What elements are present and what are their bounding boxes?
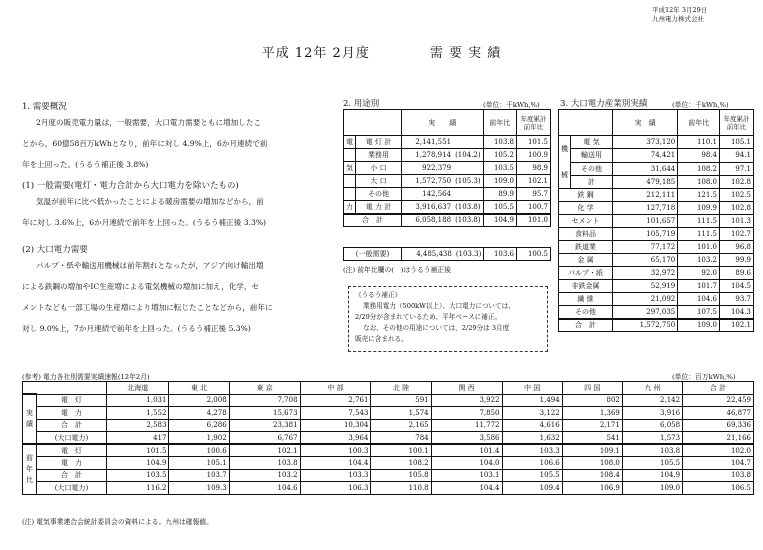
row-label: 電 灯 (37, 394, 107, 407)
row-value: 2,141,551 (402, 136, 454, 149)
row-label: その他 (356, 188, 402, 201)
cell-value: 2,008 (169, 394, 229, 407)
table-row (559, 149, 754, 162)
cell-value: 103.7 (169, 469, 229, 482)
para-line: 気温が前年に比べ低かったことによる暖房需要の増加などから，前 (36, 197, 264, 206)
company-header: 北海道 (107, 382, 169, 395)
row-cum: 102.8 (720, 175, 754, 188)
cell-value: 1,031 (107, 394, 169, 407)
reference-note: (注) 電気事業連合会統計委員会の資料による。九州は確報値。 (22, 518, 213, 526)
leap-year-note-box (348, 286, 548, 352)
row-yoy: 111.5 (678, 215, 720, 228)
group-letter: 械 (561, 171, 568, 179)
reference-unit: (単位：百万kWh,%) (672, 373, 736, 381)
cell-value: 109.3 (169, 482, 229, 495)
cell-value: 7,543 (300, 407, 371, 420)
company-header: 東 京 (229, 382, 300, 395)
row-yoy: 89.9 (483, 188, 516, 201)
row-adj: (103.3) (454, 248, 484, 261)
cell-value: 109.1 (562, 444, 622, 457)
row-label: (一般需要) (344, 248, 402, 261)
table-row (559, 241, 754, 254)
row-yoy: 103.8 (483, 136, 516, 149)
table-row (23, 482, 754, 495)
group-letter: 実 (26, 409, 33, 417)
reference-header-row (23, 382, 754, 395)
cell-value: 802 (562, 394, 622, 407)
company-header: 北 陸 (371, 382, 431, 395)
row-adj: (103.8) (453, 201, 483, 214)
results-group-label (23, 394, 37, 444)
cell-value: 3,586 (431, 432, 502, 445)
table-row (344, 201, 551, 214)
cell-value: 102.0 (683, 444, 754, 457)
cell-value: 104.4 (300, 457, 371, 470)
page-title (0, 42, 763, 61)
table-row (23, 457, 754, 470)
row-label: 電 力 計 (356, 201, 402, 214)
cell-value: 104.0 (431, 457, 502, 470)
para-line: 年を上回った。(うるう補正後 3.8%) (22, 160, 149, 169)
group-letter: 電 (344, 136, 356, 149)
cell-value: 103.1 (431, 469, 502, 482)
row-label: 電 灯 計 (356, 136, 402, 149)
row-value: 105,719 (613, 228, 678, 241)
reference-table (22, 381, 754, 495)
table-row (559, 189, 754, 202)
table-row (559, 280, 754, 293)
group-letter: 比 (26, 475, 33, 484)
group-letter (344, 175, 356, 188)
row-cum: 94.1 (720, 149, 754, 162)
row-adj: (103.8) (453, 214, 483, 227)
row-yoy: 109.0 (678, 319, 720, 332)
cell-value: 10,304 (300, 419, 371, 432)
row-label: (大口電力) (37, 432, 107, 445)
table-row (23, 444, 754, 457)
cell-value: 6,286 (169, 419, 229, 432)
row-cum: 100.7 (517, 201, 551, 214)
section3-heading: 3. 大口電力産業別実績 (560, 99, 648, 109)
section2-note: (注) 前年比欄の( )はうるう補正後 (343, 266, 451, 274)
row-value: 1,572,750 (613, 319, 678, 332)
cell-value: 1,573 (622, 432, 682, 445)
row-value: 77,172 (613, 241, 678, 254)
para-line: 年に対し 3.6%上，6か月連続で前年を上回った。(うるう補正後 3.3%) (22, 218, 267, 227)
cell-value: 3,916 (622, 407, 682, 420)
row-label: 電 灯 (37, 444, 107, 457)
table-row (23, 469, 754, 482)
row-value: 52,919 (613, 280, 678, 293)
section2-unit: (単位：千kWh,%) (483, 101, 540, 109)
cell-value: 100.3 (300, 444, 371, 457)
cell-value: 101.5 (107, 444, 169, 457)
industry-table (558, 109, 754, 332)
cell-value: 417 (107, 432, 169, 445)
row-cum: 98.9 (517, 162, 551, 175)
cell-value: 109.0 (622, 482, 682, 495)
row-yoy: 103.5 (483, 162, 516, 175)
cell-value: 103.3 (300, 469, 371, 482)
box-line: 業務用電力（500kW以上）、大口電力については、 (363, 302, 515, 310)
row-adj (453, 188, 483, 201)
row-label: 非鉄金属 (559, 280, 613, 293)
row-label: 合 計 (344, 214, 402, 227)
table-row (559, 136, 754, 149)
cell-value: 69,336 (683, 419, 754, 432)
cell-value: 3,122 (502, 407, 562, 420)
col-yoy: 前年比 (483, 110, 516, 136)
cell-value: 11,772 (431, 419, 502, 432)
row-label: パルプ・紙 (559, 267, 613, 280)
yoy-group-label (23, 444, 37, 494)
row-yoy: 109.0 (483, 175, 516, 188)
company-header: 中 部 (300, 382, 371, 395)
row-label: 電 気 (571, 136, 613, 149)
table-row (559, 254, 754, 267)
table-row (559, 293, 754, 306)
table-row (559, 215, 754, 228)
row-adj (453, 136, 483, 149)
company-name: 九州電力株式会社 (652, 15, 704, 23)
cell-value: 46,877 (683, 407, 754, 420)
row-value: 212,111 (613, 189, 678, 202)
cell-value: 22,459 (683, 394, 754, 407)
para-line: パルプ・紙や輸送用機械は前年割れとなったが，アジア向け輸出増 (36, 261, 264, 270)
row-yoy: 103.2 (678, 254, 720, 267)
para-line: 2月度の販売電力量は，一般需要，大口電力需要ともに増加したこ (36, 118, 262, 127)
total-row (559, 319, 754, 332)
section1-para1 (22, 112, 340, 175)
table-row (23, 407, 754, 420)
section1-heading: 1. 需要概況 (22, 102, 67, 112)
row-cum: 93.7 (720, 293, 754, 306)
row-yoy: 104.6 (678, 293, 720, 306)
row-value: 32,972 (613, 267, 678, 280)
section-demand-overview (22, 100, 340, 339)
table-row (23, 432, 754, 445)
table-row (344, 175, 551, 188)
company-header: 東 北 (169, 382, 229, 395)
cell-value: 21,166 (683, 432, 754, 445)
cell-value: 103.8 (683, 469, 754, 482)
row-yoy: 108.0 (678, 175, 720, 188)
row-cum: 105.1 (720, 136, 754, 149)
row-value: 4,485,438 (402, 248, 454, 261)
table-row (344, 188, 551, 201)
cell-value: 104.4 (431, 482, 502, 495)
row-cum: 102.1 (720, 319, 754, 332)
section1-para2 (22, 191, 340, 233)
box-line: 販売に含まれる。 (355, 335, 408, 343)
company-header: 合 計 (683, 382, 754, 395)
cell-value: 6,767 (229, 432, 300, 445)
col-yoy: 前年比 (678, 110, 720, 136)
row-value: 127,718 (613, 202, 678, 215)
row-yoy: 104.9 (483, 214, 516, 227)
para-line: による鉄鋼の増加やIC生産増による電気機械の増加に加え，化学，セ (22, 282, 260, 291)
cell-value: 106.9 (562, 482, 622, 495)
row-value: 6,058,188 (402, 214, 454, 227)
row-yoy: 108.2 (678, 162, 720, 175)
machine-group-label (559, 136, 571, 189)
row-cum: 96.8 (720, 241, 754, 254)
row-cum: 102.8 (720, 202, 754, 215)
cell-value: 2,142 (622, 394, 682, 407)
cell-value: 108.0 (562, 457, 622, 470)
para-line: メントなども一部工場の生産増により増加に転じたことなどから，前年に (22, 303, 273, 312)
row-value: 297,035 (613, 306, 678, 319)
table-row (344, 136, 551, 149)
row-cum: 102.5 (720, 189, 754, 202)
row-cum: 101.5 (517, 136, 551, 149)
row-cum: 97.1 (720, 162, 754, 175)
row-label: 合 計 (559, 319, 613, 332)
row-cum: 104.5 (720, 280, 754, 293)
row-cum: 101.0 (517, 214, 551, 227)
group-letter: 年 (26, 464, 33, 473)
company-header: 四 国 (562, 382, 622, 395)
table-row (559, 306, 754, 319)
group-letter: 気 (344, 162, 356, 175)
row-cum: 95.7 (517, 188, 551, 201)
row-value: 1,572,750 (402, 175, 454, 188)
row-value: 101,657 (613, 215, 678, 228)
cell-value: 100.6 (169, 444, 229, 457)
cell-value: 106.3 (300, 482, 371, 495)
row-value: 3,916,637 (402, 201, 454, 214)
row-yoy: 92.0 (678, 267, 720, 280)
cell-value: 110.8 (371, 482, 431, 495)
table-row (344, 162, 551, 175)
table-row (23, 394, 754, 407)
row-yoy: 107.5 (678, 306, 720, 319)
cell-value: 105.8 (371, 469, 431, 482)
row-label: 電 力 (37, 407, 107, 420)
row-label: 電 力 (37, 457, 107, 470)
table-row (344, 149, 551, 162)
cell-value: 541 (562, 432, 622, 445)
section1-sub1: (1) 一般需要(電灯・電力合計から大口電力を除いたもの) (22, 181, 239, 191)
row-value: 21,092 (613, 293, 678, 306)
cell-value: 1,369 (562, 407, 622, 420)
cell-value: 784 (371, 432, 431, 445)
row-label: その他 (559, 306, 613, 319)
cell-value: 2,583 (107, 419, 169, 432)
row-cum: 102.1 (517, 175, 551, 188)
cell-value: 7,708 (229, 394, 300, 407)
cell-value: 1,902 (169, 432, 229, 445)
table-row (559, 202, 754, 215)
total-row (344, 214, 551, 227)
cell-value: 2,171 (562, 419, 622, 432)
row-cum: 104.3 (720, 306, 754, 319)
row-yoy: 121.5 (678, 189, 720, 202)
cell-value: 4,278 (169, 407, 229, 420)
cell-value: 104.9 (107, 457, 169, 470)
issue-date: 平成12年 3月29日 (652, 6, 708, 14)
cell-value: 6,058 (622, 419, 682, 432)
row-adj: (105.3) (453, 175, 483, 188)
usage-table (343, 109, 551, 227)
row-value: 1,278,914 (402, 149, 454, 162)
row-label: 合 計 (37, 469, 107, 482)
cell-value: 3,964 (300, 432, 371, 445)
cell-value: 2,165 (371, 419, 431, 432)
row-label: 計 (571, 175, 613, 188)
row-label: その他 (571, 162, 613, 175)
row-value: 74,421 (613, 149, 678, 162)
cell-value: 7,850 (431, 407, 502, 420)
title-main: 需 要 実 績 (429, 46, 502, 61)
row-label: 輸送用 (571, 149, 613, 162)
cell-value: 101.4 (431, 444, 502, 457)
row-value: 922,379 (402, 162, 454, 175)
cell-value: 104.7 (683, 457, 754, 470)
cell-value: 105.5 (502, 469, 562, 482)
row-value: 31,644 (613, 162, 678, 175)
reference-heading: (参考) 電力各社別需要実績速報(12年2月) (22, 373, 150, 381)
group-letter (344, 149, 356, 162)
row-label: 合 計 (37, 419, 107, 432)
cell-value: 103.8 (229, 457, 300, 470)
cell-value: 591 (371, 394, 431, 407)
row-cum: 100.5 (517, 248, 551, 261)
row-adj (453, 162, 483, 175)
company-header: 中 国 (502, 382, 562, 395)
cell-value: 104.9 (622, 469, 682, 482)
row-yoy: 109.9 (678, 202, 720, 215)
row-value: 65,170 (613, 254, 678, 267)
group-letter: 機 (561, 145, 568, 153)
section2-heading: 2. 用途別 (343, 99, 380, 109)
cell-value: 3,922 (431, 394, 502, 407)
general-demand-table (343, 247, 551, 261)
cell-value: 2,761 (300, 394, 371, 407)
title-period: 平成 12年 2月度 (261, 46, 370, 61)
cell-value: 103.2 (229, 469, 300, 482)
cell-value: 23,381 (229, 419, 300, 432)
cell-value: 108.4 (562, 469, 622, 482)
table-row (559, 175, 754, 188)
cell-value: 1,574 (371, 407, 431, 420)
row-label: 鉄道業 (559, 241, 613, 254)
group-letter (344, 188, 356, 201)
cell-value: 106.5 (683, 482, 754, 495)
row-yoy: 105.2 (483, 149, 516, 162)
cell-value: 116.2 (107, 482, 169, 495)
row-yoy: 101.0 (678, 241, 720, 254)
cell-value: 15,673 (229, 407, 300, 420)
cell-value: 106.6 (502, 457, 562, 470)
para-line: とから，60億58百万kWhとなり，前年に対し 4.9%上，6か月連続で前 (22, 139, 268, 148)
row-yoy: 101.7 (678, 280, 720, 293)
cell-value: 105.5 (622, 457, 682, 470)
row-yoy: 103.6 (484, 248, 517, 261)
section3-unit: (単位：千kWh,%) (672, 101, 729, 109)
table-row (559, 228, 754, 241)
row-cum: 99.9 (720, 254, 754, 267)
cell-value: 1,552 (107, 407, 169, 420)
box-line: 2/29分が含まれているため、平年ベースに補正。 (355, 313, 502, 321)
cell-value: 108.2 (371, 457, 431, 470)
cell-value: 100.1 (371, 444, 431, 457)
group-letter: 績 (26, 420, 33, 428)
cell-value: 1,494 (502, 394, 562, 407)
cell-value: 103.3 (502, 444, 562, 457)
row-value: 479,185 (613, 175, 678, 188)
group-letter: 前 (26, 453, 33, 462)
col-results: 実 績 (613, 110, 678, 136)
row-label: 繊 維 (559, 293, 613, 306)
row-value: 373,120 (613, 136, 678, 149)
row-label: 大 口 (356, 175, 402, 188)
para-line: 対し 9.0%上，7か月連続で前年を上回った。(うるう補正後 5.3%) (22, 324, 251, 333)
col-results: 実 績 (402, 110, 484, 136)
row-label: 化 学 (559, 202, 613, 215)
cell-value: 105.1 (169, 457, 229, 470)
cell-value: 104.6 (229, 482, 300, 495)
row-value: 142,564 (402, 188, 454, 201)
table-row (559, 162, 754, 175)
cell-value: 109.4 (502, 482, 562, 495)
col-cum: 年度累計前年比 (517, 110, 551, 136)
date-block (652, 6, 707, 24)
row-label: (大口電力) (37, 482, 107, 495)
box-title: 《うるう補正》 (355, 291, 402, 299)
company-header: 九 州 (622, 382, 682, 395)
row-yoy: 111.5 (678, 228, 720, 241)
company-header: 関 西 (431, 382, 502, 395)
row-cum: 101.3 (720, 215, 754, 228)
row-label: 食料品 (559, 228, 613, 241)
row-yoy: 110.1 (678, 136, 720, 149)
row-label: 小 口 (356, 162, 402, 175)
row-cum: 102.7 (720, 228, 754, 241)
section1-sub2: (2) 大口電力需要 (22, 245, 88, 255)
table-row (23, 419, 754, 432)
col-cum: 年度累計前年比 (720, 110, 754, 136)
general-row (344, 248, 551, 261)
box-line: なお、その他の用途については，2/29分は 3月度 (363, 324, 510, 332)
row-yoy: 105.5 (483, 201, 516, 214)
row-label: セメント (559, 215, 613, 228)
group-letter: 力 (344, 201, 356, 214)
row-adj: (104.2) (453, 149, 483, 162)
row-cum: 89.6 (720, 267, 754, 280)
row-label: 業務用 (356, 149, 402, 162)
row-cum: 100.9 (517, 149, 551, 162)
cell-value: 1,632 (502, 432, 562, 445)
cell-value: 102.1 (229, 444, 300, 457)
cell-value: 103.8 (622, 444, 682, 457)
cell-value: 4,616 (502, 419, 562, 432)
row-yoy: 98.4 (678, 149, 720, 162)
section1-para3 (22, 255, 340, 339)
row-label: 金 属 (559, 254, 613, 267)
table-row (559, 267, 754, 280)
row-label: 鉄 鋼 (559, 189, 613, 202)
cell-value: 103.5 (107, 469, 169, 482)
